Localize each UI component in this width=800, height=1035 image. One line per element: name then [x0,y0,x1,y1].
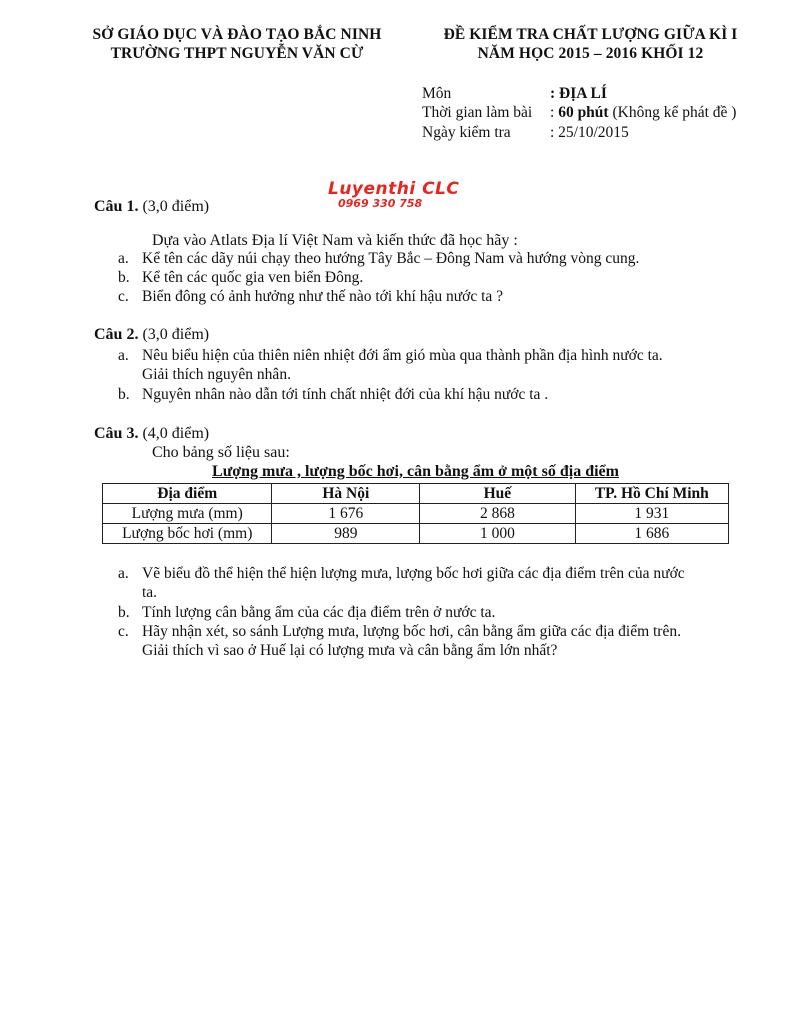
q1-title: Câu 1. [94,198,139,215]
q3-item-label: b. [118,604,130,621]
subject-row [422,85,607,103]
table-header-cell: Huế [420,484,575,504]
q1-item-label: c. [118,288,129,305]
watermark-phone: 0969 330 758 [338,197,423,210]
table-header-cell: TP. Hồ Chí Minh [575,484,728,504]
q1-item-text: Biển đông có ảnh hưởng như thế nào tới khí hậu nước ta ? [142,288,504,305]
table-cell: 1 676 [272,504,420,524]
q3-points: (4,0 điểm) [138,425,210,442]
time-row [422,104,736,122]
table-header-row [103,484,729,504]
q2-item-line1: Nguyên nhân nào dẫn tới tính chất nhiệt đới của khí hậu nước ta . [142,386,549,403]
subject-label: Môn [422,85,452,102]
watermark-title: Luyenthi CLC [328,179,460,199]
table-row [103,524,729,544]
header-school-year: NĂM HỌC 2015 – 2016 KHỐI 12 [477,45,704,62]
q2-item [118,386,768,406]
time-label: Thời gian làm bài [422,104,533,121]
table-cell: Lượng bốc hơi (mm) [103,524,272,544]
q3-item-line1: Hãy nhận xét, so sánh Lượng mưa, lượng bốc hơi, cân bằng ẩm giữa các địa điểm trên. [142,623,681,640]
q1-points: (3,0 điểm) [138,198,210,215]
q3-heading [94,425,209,443]
q2-item [118,347,768,387]
table-header-cell: Địa điểm [103,484,272,504]
header-department: SỞ GIÁO DỤC VÀ ĐÀO TẠO BẮC NINH [92,26,382,43]
q1-item-text: Kể tên các quốc gia ven biển Đông. [142,269,364,286]
header-school: TRƯỜNG THPT NGUYỄN VĂN CỪ [110,45,364,62]
q3-title: Câu 3. [94,425,139,442]
q3-item [118,604,778,624]
table-header-cell: Hà Nội [272,484,420,504]
q3-item [118,623,778,663]
q1-item-text: Kể tên các dãy núi chạy theo hướng Tây Bắc – Đông Nam và hướng vòng cung. [142,250,640,267]
q1-heading [94,198,209,216]
time-sep: : [550,104,559,121]
table-cell: 1 931 [575,504,728,524]
time-note: (Không kể phát đề ) [608,104,737,121]
q1-item [118,288,758,308]
q3-item [118,565,778,605]
header-exam-title: ĐỀ KIỂM TRA CHẤT LƯỢNG GIỮA KÌ I [443,26,738,43]
q2-item-label: a. [118,347,129,364]
data-table [102,483,729,544]
subject-value: : ĐỊA LÍ [550,85,607,102]
table-cell: 989 [272,524,420,544]
table-row [103,504,729,524]
q3-intro: Cho bảng số liệu sau: [152,444,290,461]
q1-item [118,250,758,270]
q3-item-label: a. [118,565,129,582]
table-title: Lượng mưa , lượng bốc hơi, cân bằng ẩm ở một số địa điểm [212,463,619,480]
q2-item-line1: Nêu biểu hiện của thiên niên nhiệt đới ẩm gió mùa qua thành phần địa hình nước ta. [142,347,663,364]
date-row [422,124,629,142]
q3-item-line1: Vẽ biểu đồ thể hiện thể hiện lượng mưa, lượng bốc hơi giữa các địa điểm trên của nước [142,565,685,582]
q1-item-label: a. [118,250,129,267]
q1-intro: Dựa vào Atlats Địa lí Việt Nam và kiến thức đã học hãy : [152,232,518,249]
table-cell: 1 686 [575,524,728,544]
q1-item [118,269,758,289]
q1-item-label: b. [118,269,130,286]
q3-item-line2: ta. [142,584,158,601]
table-cell: 2 868 [420,504,575,524]
table-cell: 1 000 [420,524,575,544]
q3-item-line2: Giải thích vì sao ở Huế lại có lượng mưa và cân bằng ẩm lớn nhất? [142,642,558,659]
date-value: : 25/10/2015 [550,124,629,141]
q3-item-label: c. [118,623,129,640]
q3-item-line1: Tính lượng cân bằng ẩm của các địa điểm trên ở nước ta. [142,604,496,621]
date-label: Ngày kiểm tra [422,124,511,141]
q2-item-line2: Giải thích nguyên nhân. [142,366,291,383]
time-value: 60 phút [558,104,609,121]
q2-points: (3,0 điểm) [138,326,210,343]
table-cell: Lượng mưa (mm) [103,504,272,524]
q2-title: Câu 2. [94,326,139,343]
q2-item-label: b. [118,386,130,403]
q2-heading [94,326,209,344]
